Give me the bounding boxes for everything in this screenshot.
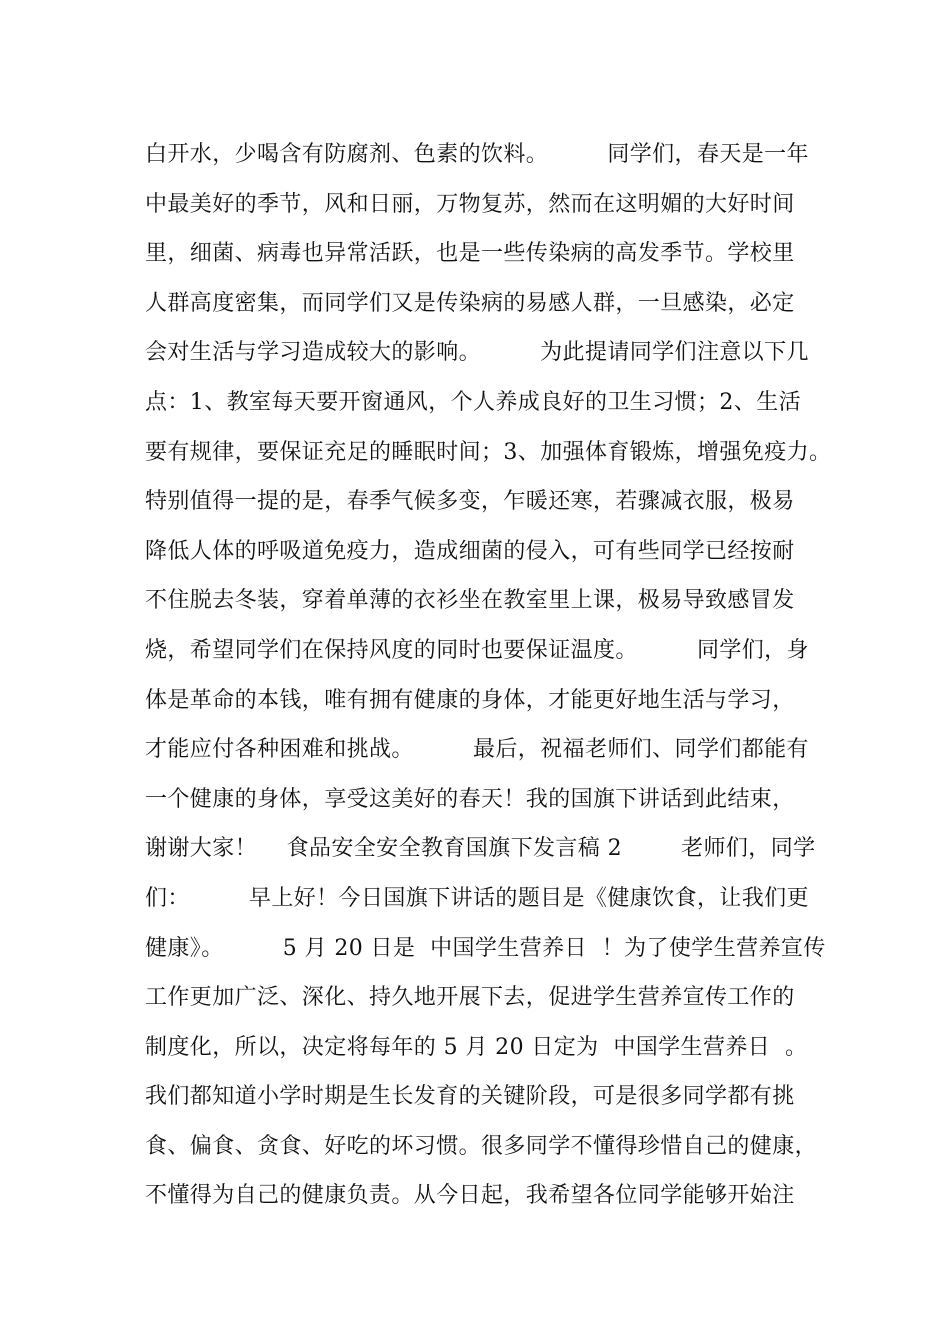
text-line: 白开水，少喝含有防腐剂、色素的饮料。 同学们，春天是一年 xyxy=(145,142,809,167)
text-line: 烧，希望同学们在保持风度的同时也要保证温度。 同学们，身 xyxy=(145,637,809,663)
text-line: 人群高度密集，而同学们又是传染病的易感人群，一旦感染，必定 xyxy=(145,290,795,316)
document-body xyxy=(145,130,835,1221)
text-line: 健康》。 5 月 20 日是 中国学生营养日 ！为了使学生营养宣传 xyxy=(145,935,826,961)
text-line: 体是革命的本钱，唯有拥有健康的身体，才能更好地生活与学习， xyxy=(145,687,795,713)
text-line: 制度化，所以，决定将每年的 5 月 20 日定为 中国学生营养日 。 xyxy=(145,1034,808,1060)
text-line: 谢谢大家！ 食品安全安全教育国旗下发言稿 2 老师们，同学 xyxy=(145,836,816,862)
text-line: 要有规律，要保证充足的睡眠时间；3、加强体育锻炼，增强免疫力。 xyxy=(145,439,832,465)
text-line: 特别值得一提的是，春季气候多变，乍暖还寒，若骤减衣服，极易 xyxy=(145,489,795,515)
text-line: 食、偏食、贪食、好吃的坏习惯。很多同学不懂得珍惜自己的健康， xyxy=(145,1133,818,1159)
text-line: 才能应付各种困难和挑战。 最后，祝福老师们、同学们都能有 xyxy=(145,737,809,763)
text-line: 会对生活与学习造成较大的影响。 为此提请同学们注意以下几 xyxy=(145,340,809,366)
text-line: 工作更加广泛、深化、持久地开展下去，促进学生营养宣传工作的 xyxy=(145,985,795,1011)
text-line: 里，细菌、病毒也异常活跃，也是一些传染病的高发季节。学校里 xyxy=(145,241,795,267)
text-line: 我们都知道小学时期是生长发育的关键阶段，可是很多同学都有挑 xyxy=(145,1084,795,1110)
text-line: 不住脱去冬装，穿着单薄的衣衫坐在教室里上课，极易导致感冒发 xyxy=(145,588,795,614)
text-line: 降低人体的呼吸道免疫力，造成细菌的侵入，可有些同学已经按耐 xyxy=(145,538,795,564)
text-line: 点：1、教室每天要开窗通风，个人养成良好的卫生习惯；2、生活 xyxy=(145,389,801,415)
text-line: 不懂得为自己的健康负责。从今日起，我希望各位同学能够开始注 xyxy=(145,1183,795,1209)
text-line: 中最美好的季节，风和日丽，万物复苏，然而在这明媚的大好时间 xyxy=(145,191,795,217)
text-line: 们： 早上好！今日国旗下讲话的题目是《健康饮食，让我们更 xyxy=(145,885,809,911)
text-line: 一个健康的身体，享受这美好的春天！我的国旗下讲话到此结束， xyxy=(145,786,795,812)
